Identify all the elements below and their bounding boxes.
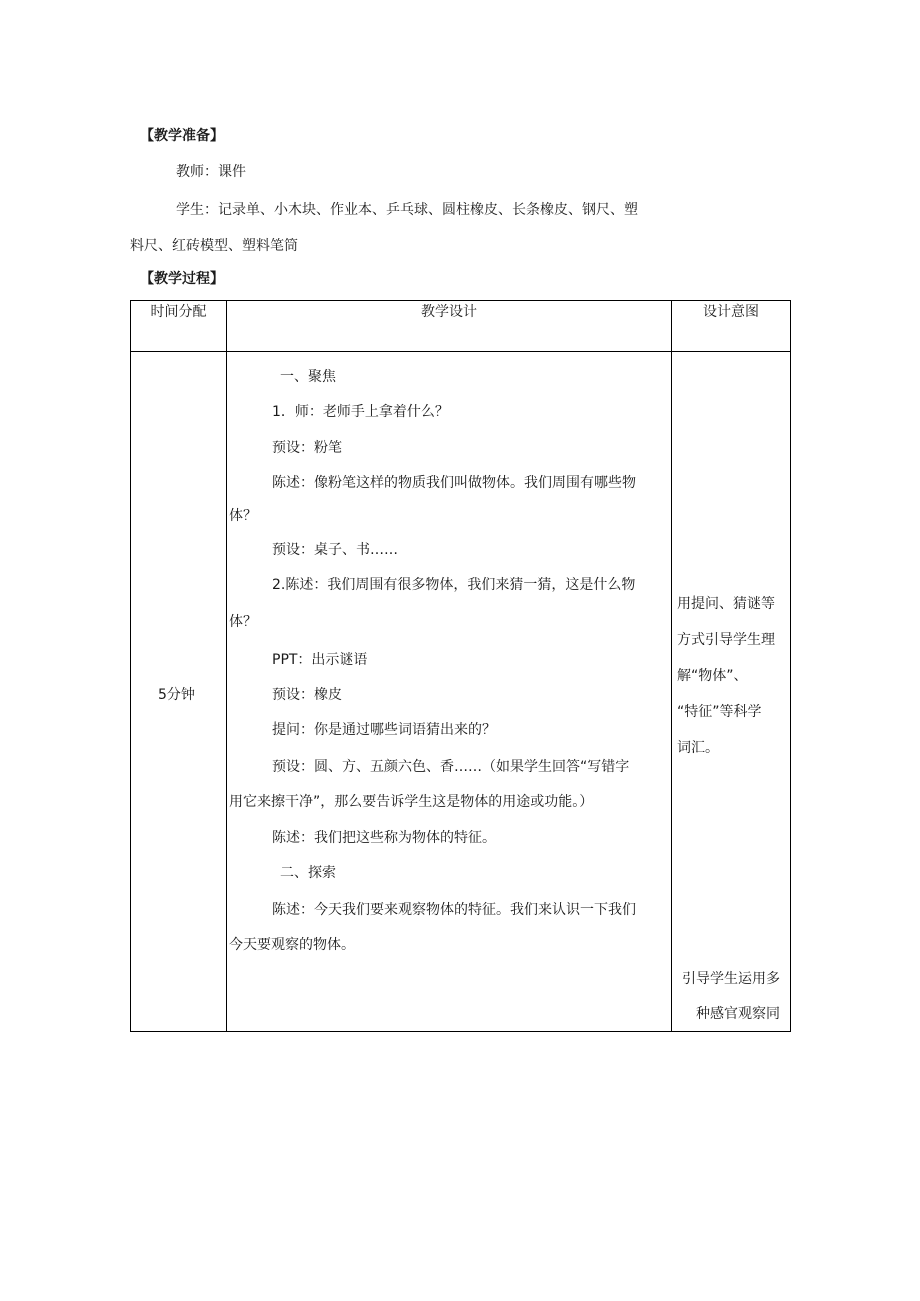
intent-line: 用提问、猜谜等: [677, 596, 775, 612]
intent-line: 方式引导学生理: [677, 632, 775, 648]
header-intent: 设计意图: [672, 301, 791, 352]
teacher-materials: 教师：课件: [176, 164, 246, 180]
design-line: 提问：你是通过哪些词语猜出来的？: [272, 722, 496, 738]
intent-line: 引导学生运用多: [682, 971, 780, 987]
design-line: 预设：圆、方、五颜六色、香……（如果学生回答“写错字: [272, 759, 630, 775]
design-line: 今天要观察的物体。: [229, 937, 355, 953]
design-line: 二、探索: [280, 865, 336, 881]
section-heading-preparation: 【教学准备】: [140, 128, 224, 144]
student-materials-line-2: 料尺、红砖模型、塑料笔筒: [130, 238, 298, 254]
design-line: 1．师：老师手上拿着什么？: [272, 404, 449, 420]
table-row: [131, 352, 791, 1032]
design-line: 体？: [229, 508, 257, 524]
design-line: 2.陈述：我们周围有很多物体，我们来猜一猜，这是什么物: [272, 577, 636, 593]
design-line: 陈述：我们把这些称为物体的特征。: [272, 830, 496, 846]
table-header-row: [131, 301, 791, 352]
intent-line: “特征”等科学: [677, 704, 762, 720]
design-line: PPT：出示谜语: [272, 652, 368, 668]
student-materials-line-1: 学生：记录单、小木块、作业本、乒乓球、圆柱橡皮、长条橡皮、钢尺、塑: [176, 202, 638, 218]
design-line: 预设：桌子、书……: [272, 542, 398, 558]
design-line: 一、聚焦: [280, 369, 336, 385]
lesson-plan-table: [130, 300, 791, 1032]
design-line: 体？: [229, 614, 257, 630]
time-cell: [131, 352, 227, 1032]
design-line: 用它来擦干净”，那么要告诉学生这是物体的用途或功能。）: [229, 794, 594, 810]
section-heading-process: 【教学过程】: [140, 271, 224, 287]
intent-line: 种感官观察同: [696, 1006, 780, 1022]
design-line: 陈述：今天我们要来观察物体的特征。我们来认识一下我们: [272, 902, 636, 918]
intent-cell: [672, 352, 791, 1032]
time-allocation: 5分钟: [158, 687, 195, 703]
header-design: 教学设计: [227, 301, 672, 352]
design-cell: [227, 352, 672, 1032]
design-line: 预设：橡皮: [272, 687, 342, 703]
design-line: 陈述：像粉笔这样的物质我们叫做物体。我们周围有哪些物: [272, 475, 636, 491]
intent-line: 词汇。: [677, 740, 719, 756]
header-time: 时间分配: [131, 301, 227, 352]
design-line: 预设：粉笔: [272, 440, 342, 456]
intent-line: 解“物体”、: [677, 668, 748, 684]
